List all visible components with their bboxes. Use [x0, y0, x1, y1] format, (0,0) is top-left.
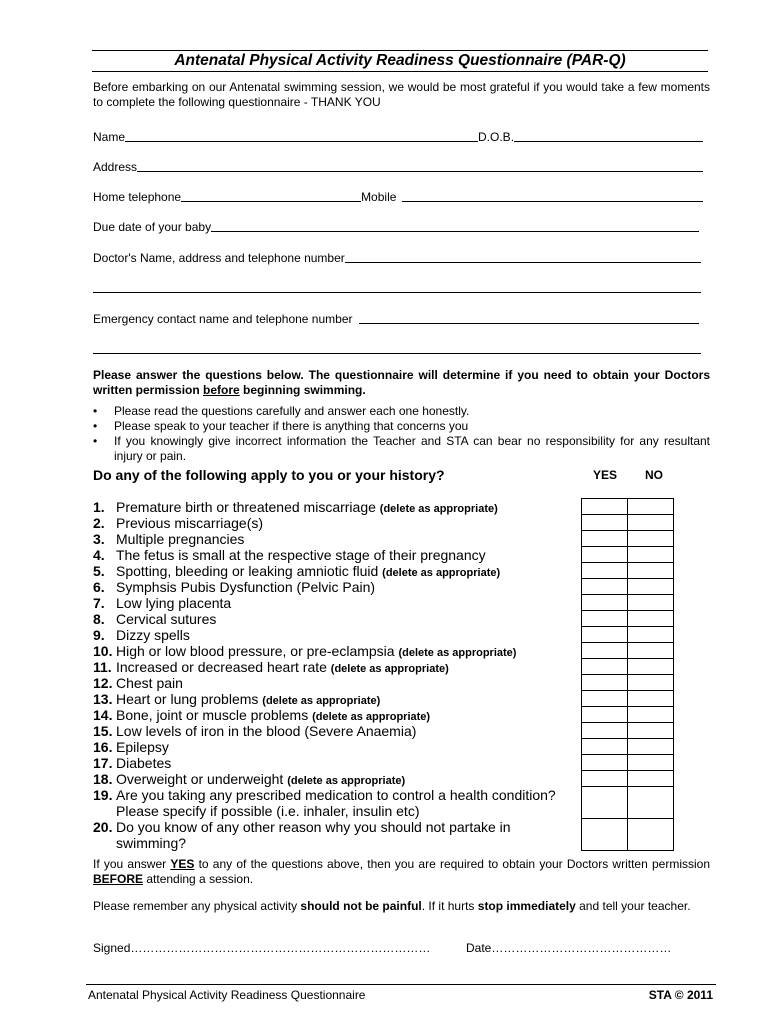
- question-number: 8.: [93, 611, 105, 627]
- question-item: [93, 531, 573, 547]
- page-title: Antenatal Physical Activity Readiness Questionnaire (PAR-Q): [174, 52, 626, 69]
- bullet-icon: •: [93, 434, 98, 448]
- bullet-text: If you knowingly give incorrect information the Teacher and STA can bear no responsibility for any resultant injury or pain.: [114, 434, 710, 463]
- if-yes-text: [93, 857, 710, 887]
- if-yes-part-a: If you answer: [93, 857, 171, 871]
- question-number: 15.: [93, 723, 113, 739]
- yes-checkbox-20[interactable]: [582, 819, 628, 851]
- question-text: Spotting, bleeding or leaking amniotic fluid: [116, 563, 379, 579]
- no-checkbox-8[interactable]: [628, 611, 674, 627]
- dob-label: D.O.B.: [478, 130, 515, 144]
- due-date-label: Due date of your baby: [93, 220, 212, 234]
- name-label: Name: [93, 130, 126, 144]
- bullet-list: [93, 404, 710, 464]
- telephone-row: [93, 188, 703, 204]
- remember-text: [93, 899, 710, 914]
- due-date-input-line[interactable]: [211, 231, 699, 232]
- if-yes-before: BEFORE: [93, 872, 144, 886]
- yes-checkbox-10[interactable]: [582, 643, 628, 659]
- top-rule: [92, 50, 708, 51]
- bullet-item: [93, 434, 710, 464]
- question-number: 3.: [93, 531, 105, 547]
- question-number: 4.: [93, 547, 105, 563]
- question-text: The fetus is small at the respective stage of their pregnancy: [116, 547, 486, 563]
- question-number: 10.: [93, 643, 113, 659]
- no-checkbox-3[interactable]: [628, 531, 674, 547]
- question-item: [93, 739, 573, 755]
- yes-checkbox-13[interactable]: [582, 691, 628, 707]
- emergency-input-line-2[interactable]: [93, 353, 701, 354]
- remember-part-e: and tell your teacher.: [575, 899, 691, 913]
- no-checkbox-5[interactable]: [628, 563, 674, 579]
- title-underline: [92, 71, 708, 72]
- question-item: [93, 675, 573, 691]
- yes-checkbox-4[interactable]: [582, 547, 628, 563]
- question-text: Symphsis Pubis Dysfunction (Pelvic Pain): [116, 579, 376, 595]
- no-checkbox-9[interactable]: [628, 627, 674, 643]
- yes-checkbox-16[interactable]: [582, 739, 628, 755]
- instruction-part2: beginning swimming.: [239, 383, 366, 397]
- question-item: [93, 787, 573, 819]
- yes-checkbox-11[interactable]: [582, 659, 628, 675]
- question-text: Increased or decreased heart rate: [116, 659, 327, 675]
- no-checkbox-11[interactable]: [628, 659, 674, 675]
- question-number: 19.: [93, 787, 113, 803]
- question-text: Overweight or underweight: [116, 771, 284, 787]
- name-row: [93, 128, 703, 144]
- question-note: (delete as appropriate): [312, 711, 431, 723]
- emergency-input-line[interactable]: [359, 323, 700, 324]
- question-text: Low lying placenta: [116, 595, 232, 611]
- question-number: 13.: [93, 691, 113, 707]
- instruction-part1: Please answer the questions below. The questionnaire will determine if you need to obtain your Doctors written permission: [93, 368, 710, 397]
- no-checkbox-15[interactable]: [628, 723, 674, 739]
- signed-field[interactable]: Signed…………………………………………………………………: [93, 941, 431, 955]
- emergency-label: Emergency contact name and telephone number: [93, 312, 353, 326]
- question-text: Do you know of any other reason why you should not partake in: [116, 819, 511, 835]
- home-telephone-input-line[interactable]: [181, 201, 361, 202]
- address-label: Address: [93, 160, 138, 174]
- question-text: Dizzy spells: [116, 627, 190, 643]
- question-note: (delete as appropriate): [398, 647, 517, 659]
- question-item: [93, 579, 573, 595]
- question-item: [93, 723, 573, 739]
- question-text: Cervical sutures: [116, 611, 217, 627]
- no-checkbox-10[interactable]: [628, 643, 674, 659]
- bullet-text: Please read the questions carefully and answer each one honestly.: [114, 404, 470, 418]
- remember-bold-stop: stop immediately: [477, 899, 576, 913]
- intro-text: Before embarking on our Antenatal swimming session, we would be most grateful if you would take a few moments to complete the following questionnaire - THANK YOU: [93, 80, 710, 109]
- question-note: (delete as appropriate): [330, 663, 449, 675]
- question-text: Bone, joint or muscle problems: [116, 707, 309, 723]
- question-number: 5.: [93, 563, 105, 579]
- mobile-label: Mobile: [361, 190, 397, 204]
- yes-checkbox-2[interactable]: [582, 515, 628, 531]
- question-number: 6.: [93, 579, 105, 595]
- yes-checkbox-1[interactable]: [582, 499, 628, 515]
- question-item: [93, 627, 573, 643]
- question-note: (delete as appropriate): [287, 775, 406, 787]
- due-date-row: [93, 218, 699, 234]
- question-number: 14.: [93, 707, 113, 723]
- question-item: [93, 819, 573, 851]
- no-checkbox-14[interactable]: [628, 707, 674, 723]
- doctor-input-line-2[interactable]: [93, 292, 701, 293]
- question-text: Are you taking any prescribed medication to control a health condition?: [116, 787, 556, 803]
- yes-checkbox-8[interactable]: [582, 611, 628, 627]
- question-text: Epilepsy: [116, 739, 169, 755]
- question-number: 7.: [93, 595, 105, 611]
- home-telephone-label: Home telephone: [93, 190, 182, 204]
- question-number: 11.: [93, 659, 112, 675]
- question-text: Multiple pregnancies: [116, 531, 245, 547]
- address-input-line[interactable]: [137, 171, 703, 172]
- question-text: High or low blood pressure, or pre-eclampsia: [116, 643, 395, 659]
- question-item: [93, 515, 573, 531]
- yes-checkbox-3[interactable]: [582, 531, 628, 547]
- yes-checkbox-18[interactable]: [582, 771, 628, 787]
- question-text: Heart or lung problems: [116, 691, 259, 707]
- question-number: 16.: [93, 739, 113, 755]
- footer-left: Antenatal Physical Activity Readiness Questionnaire: [88, 988, 366, 1002]
- question-number: 20.: [93, 819, 113, 835]
- question-text: Diabetes: [116, 755, 172, 771]
- question-note: (delete as appropriate): [382, 567, 501, 579]
- question-text: Previous miscarriage(s): [116, 515, 264, 531]
- address-row: [93, 158, 703, 174]
- if-yes-yes: YES: [170, 857, 195, 871]
- answer-grid: [581, 498, 674, 851]
- bullet-item: [93, 404, 710, 419]
- question-item: [93, 611, 573, 627]
- yes-checkbox-7[interactable]: [582, 595, 628, 611]
- no-checkbox-17[interactable]: [628, 755, 674, 771]
- no-checkbox-20[interactable]: [628, 819, 674, 851]
- yes-checkbox-17[interactable]: [582, 755, 628, 771]
- no-checkbox-18[interactable]: [628, 771, 674, 787]
- yes-column-header: YES: [593, 468, 618, 482]
- yes-checkbox-15[interactable]: [582, 723, 628, 739]
- question-number: 18.: [93, 771, 113, 787]
- doctor-input-line[interactable]: [345, 262, 701, 263]
- mobile-input-line[interactable]: [402, 201, 703, 202]
- question-item: [93, 755, 573, 771]
- yes-checkbox-9[interactable]: [582, 627, 628, 643]
- question-text: Chest pain: [116, 675, 183, 691]
- no-checkbox-2[interactable]: [628, 515, 674, 531]
- no-checkbox-19[interactable]: [628, 787, 674, 819]
- bullet-icon: •: [93, 419, 98, 433]
- no-column-header: NO: [645, 468, 663, 482]
- no-checkbox-6[interactable]: [628, 579, 674, 595]
- footer-right: STA © 2011: [648, 988, 713, 1002]
- question-number: 1.: [93, 499, 105, 515]
- question-text-continued: swimming?: [116, 835, 187, 851]
- yes-checkbox-5[interactable]: [582, 563, 628, 579]
- bullet-icon: •: [93, 404, 98, 418]
- no-checkbox-4[interactable]: [628, 547, 674, 563]
- bullet-text: Please speak to your teacher if there is anything that concerns you: [114, 419, 469, 433]
- instruction-underlined: before: [203, 383, 240, 397]
- question-number: 12.: [93, 675, 113, 691]
- footer-rule: [86, 984, 716, 985]
- if-yes-part-c: attending a session.: [143, 872, 254, 886]
- emergency-row: [93, 310, 699, 326]
- doctor-row: [93, 249, 701, 265]
- question-number: 2.: [93, 515, 105, 531]
- if-yes-part-b: to any of the questions above, then you are required to obtain your Doctors written permission: [194, 857, 711, 871]
- dob-input-line[interactable]: [514, 141, 703, 142]
- no-checkbox-16[interactable]: [628, 739, 674, 755]
- question-number: 9.: [93, 627, 105, 643]
- yes-checkbox-19[interactable]: [582, 787, 628, 819]
- remember-part-a: Please remember any physical activity: [93, 899, 301, 913]
- remember-part-c: . If it hurts: [421, 899, 478, 913]
- question-note: (delete as appropriate): [262, 695, 381, 707]
- doctor-label: Doctor's Name, address and telephone number: [93, 251, 345, 265]
- question-text: Low levels of iron in the blood (Severe Anaemia): [116, 723, 417, 739]
- question-text: Premature birth or threatened miscarriage: [116, 499, 376, 515]
- question-note: (delete as appropriate): [379, 503, 498, 515]
- instruction-text: [93, 368, 710, 398]
- no-checkbox-1[interactable]: [628, 499, 674, 515]
- bullet-item: [93, 419, 710, 434]
- question-item: [93, 547, 573, 563]
- yes-checkbox-12[interactable]: [582, 675, 628, 691]
- question-heading: Do any of the following apply to you or your history?: [93, 467, 445, 483]
- yes-checkbox-14[interactable]: [582, 707, 628, 723]
- remember-bold-painful: should not be painful: [300, 899, 422, 913]
- no-checkbox-12[interactable]: [628, 675, 674, 691]
- question-number: 17.: [93, 755, 113, 771]
- question-item: [93, 595, 573, 611]
- yes-checkbox-6[interactable]: [582, 579, 628, 595]
- date-field[interactable]: Date………………………………………: [466, 941, 672, 955]
- no-checkbox-7[interactable]: [628, 595, 674, 611]
- question-text-continued: Please specify if possible (i.e. inhaler, insulin etc): [116, 803, 420, 819]
- name-input-line[interactable]: [125, 141, 478, 142]
- no-checkbox-13[interactable]: [628, 691, 674, 707]
